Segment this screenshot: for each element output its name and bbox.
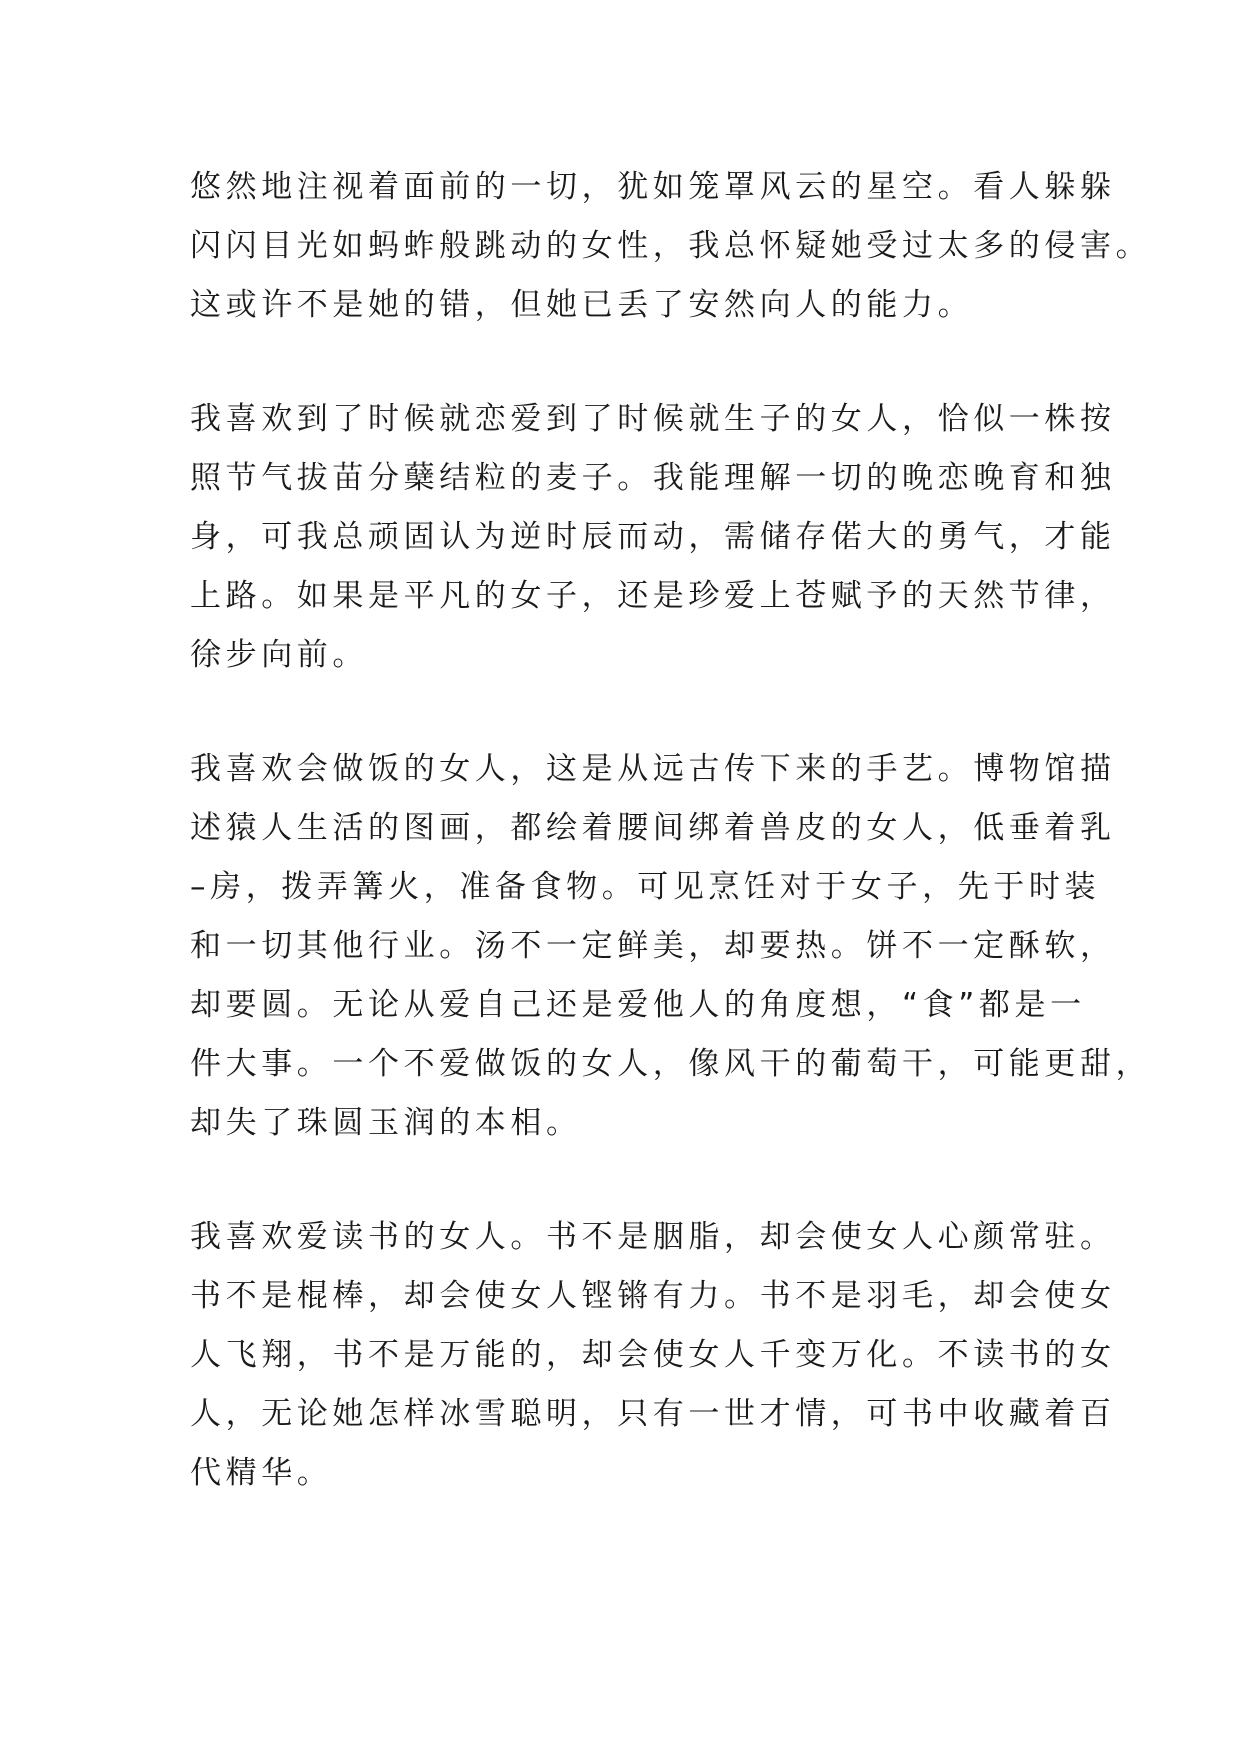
body-text: [190, 158, 1152, 1558]
paragraph-3: [190, 740, 1152, 1153]
text-line: –房，拨弄篝火，准备食物。可见烹饪对于女子，先于时装: [190, 869, 1101, 905]
text-line: 却要圆。无论从爱自己还是爱他人的角度想，“食”都是一: [190, 987, 1086, 1023]
text-line: 述猿人生活的图画，都绘着腰间绑着兽皮的女人，低垂着乳: [190, 810, 1116, 846]
text-line: 身，可我总顽固认为逆时辰而动，需储存偌大的勇气，才能: [190, 519, 1116, 555]
paragraph-2: [190, 390, 1116, 685]
text-line: 悠然地注视着面前的一切，犹如笼罩风云的星空。看人躲躲: [190, 169, 1116, 205]
text-line: 徐步向前。: [190, 637, 368, 673]
text-line: 代精华。: [190, 1455, 333, 1491]
text-line: 书不是棍棒，却会使女人铿锵有力。书不是羽毛，却会使女: [190, 1278, 1116, 1314]
text-line: 这或许不是她的错，但她已丢了安然向人的能力。: [190, 287, 974, 323]
text-line: 人，无论她怎样冰雪聪明，只有一世才情，可书中收藏着百: [190, 1396, 1116, 1432]
paragraph-4: [190, 1208, 1116, 1503]
text-line: 我喜欢爱读书的女人。书不是胭脂，却会使女人心颜常驻。: [190, 1219, 1116, 1255]
text-line: 件大事。一个不爱做饭的女人，像风干的葡萄干，可能更甜，: [190, 1046, 1152, 1082]
text-line: 我喜欢会做饭的女人，这是从远古传下来的手艺。博物馆描: [190, 751, 1116, 787]
text-line: 我喜欢到了时候就恋爱到了时候就生子的女人，恰似一株按: [190, 401, 1116, 437]
text-line: 上路。如果是平凡的女子，还是珍爱上苍赋予的天然节律，: [190, 578, 1116, 614]
text-line: 照节气拔苗分蘖结粒的麦子。我能理解一切的晚恋晚育和独: [190, 460, 1116, 496]
paragraph-1: [190, 158, 1152, 335]
text-line: 人飞翔，书不是万能的，却会使女人千变万化。不读书的女: [190, 1337, 1116, 1373]
text-line: 却失了珠圆玉润的本相。: [190, 1105, 582, 1141]
text-line: 闪闪目光如蚂蚱般跳动的女性，我总怀疑她受过太多的侵害。: [190, 228, 1152, 264]
text-line: 和一切其他行业。汤不一定鲜美，却要热。饼不一定酥软，: [190, 928, 1116, 964]
